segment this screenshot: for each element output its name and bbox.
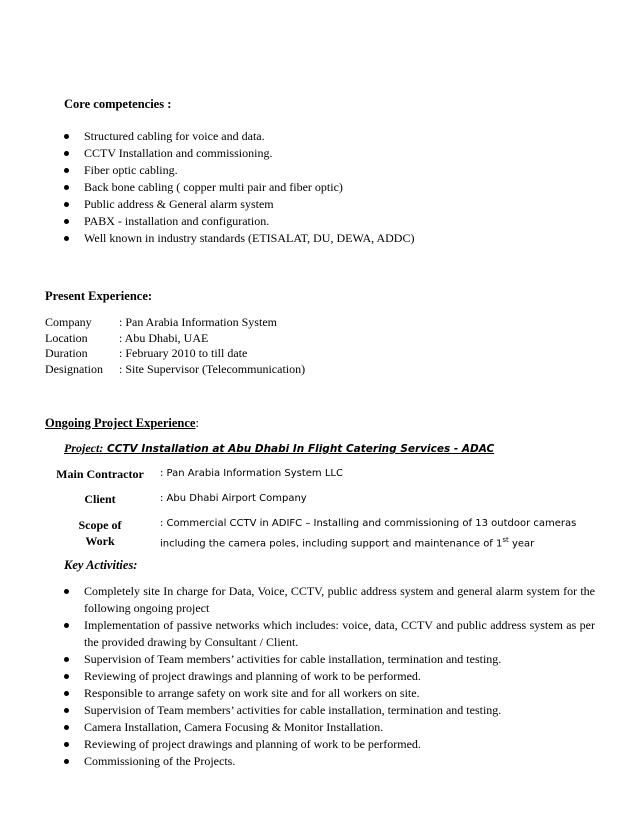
- ongoing-project-heading: Ongoing Project Experience:: [45, 416, 199, 430]
- list-item: Supervision of Team members’ activities for cable installation, termination and testing.: [64, 702, 595, 719]
- scope-of-work-value: : Commercial CCTV in ADIFC – Installing and commissioning of 13 outdoor cameras including the camera poles, including support and maintenance of 1st year: [160, 518, 577, 550]
- detail-row-designation: Designation : Site Supervisor (Telecommunication): [45, 361, 306, 376]
- detail-row-duration: Duration : February 2010 to till date: [45, 346, 248, 360]
- bullet-icon: [64, 759, 69, 764]
- present-experience-details: [45, 315, 445, 377]
- key-activities-list: [64, 583, 595, 770]
- bullet-icon: [64, 674, 69, 679]
- main-contractor-label: Main Contractor: [56, 467, 144, 481]
- core-competencies-heading: Core competencies :: [64, 97, 172, 111]
- bullet-icon: [64, 236, 69, 241]
- list-item: Back bone cabling ( copper multi pair and fiber optic): [64, 179, 584, 196]
- main-contractor-value: : Pan Arabia Information System LLC: [160, 468, 343, 479]
- list-item: Responsible to arrange safety on work site and for all workers on site.: [64, 685, 595, 702]
- list-item: Reviewing of project drawings and planning of work to be performed.: [64, 668, 595, 685]
- list-item: Completely site In charge for Data, Voice, CCTV, public address system and general alarm system for the following ongoing project: [64, 583, 595, 617]
- list-item: Supervision of Team members’ activities for cable installation, termination and testing.: [64, 651, 595, 668]
- scope-of-work-label: Scope of Work: [78, 518, 122, 548]
- detail-row-company: Company : Pan Arabia Information System: [45, 315, 277, 329]
- bullet-icon: [64, 589, 69, 594]
- key-activities-heading: Key Activities:: [64, 558, 138, 572]
- bullet-icon: [64, 725, 69, 730]
- bullet-icon: [64, 623, 69, 628]
- bullet-icon: [64, 219, 69, 224]
- list-item: PABX - installation and configuration.: [64, 213, 584, 230]
- present-experience-heading: Present Experience:: [45, 289, 153, 303]
- list-item: Commissioning of the Projects.: [64, 753, 595, 770]
- client-value: : Abu Dhabi Airport Company: [160, 493, 307, 504]
- list-item: Camera Installation, Camera Focusing & Monitor Installation.: [64, 719, 595, 736]
- bullet-icon: [64, 708, 69, 713]
- bullet-icon: [64, 151, 69, 156]
- list-item: Public address & General alarm system: [64, 196, 584, 213]
- bullet-icon: [64, 168, 69, 173]
- list-item: Well known in industry standards (ETISALAT, DU, DEWA, ADDC): [64, 230, 584, 247]
- bullet-icon: [64, 691, 69, 696]
- bullet-icon: [64, 742, 69, 747]
- list-item: CCTV Installation and commissioning.: [64, 145, 584, 162]
- detail-row-location: Location : Abu Dhabi, UAE: [45, 330, 209, 345]
- bullet-icon: [64, 202, 69, 207]
- project-title: Project: CCTV Installation at Abu Dhabi In Flight Catering Services - ADAC: [64, 441, 495, 455]
- list-item: Fiber optic cabling.: [64, 162, 584, 179]
- bullet-icon: [64, 134, 69, 139]
- core-competencies-list: [64, 128, 584, 247]
- list-item: Structured cabling for voice and data.: [64, 128, 584, 145]
- list-item: Implementation of passive networks which includes: voice, data, CCTV and public address system as per the provided drawing by Consultant / Client.: [64, 617, 595, 651]
- client-label: Client: [84, 492, 116, 506]
- bullet-icon: [64, 185, 69, 190]
- list-item: Reviewing of project drawings and planning of work to be performed.: [64, 736, 595, 753]
- bullet-icon: [64, 657, 69, 662]
